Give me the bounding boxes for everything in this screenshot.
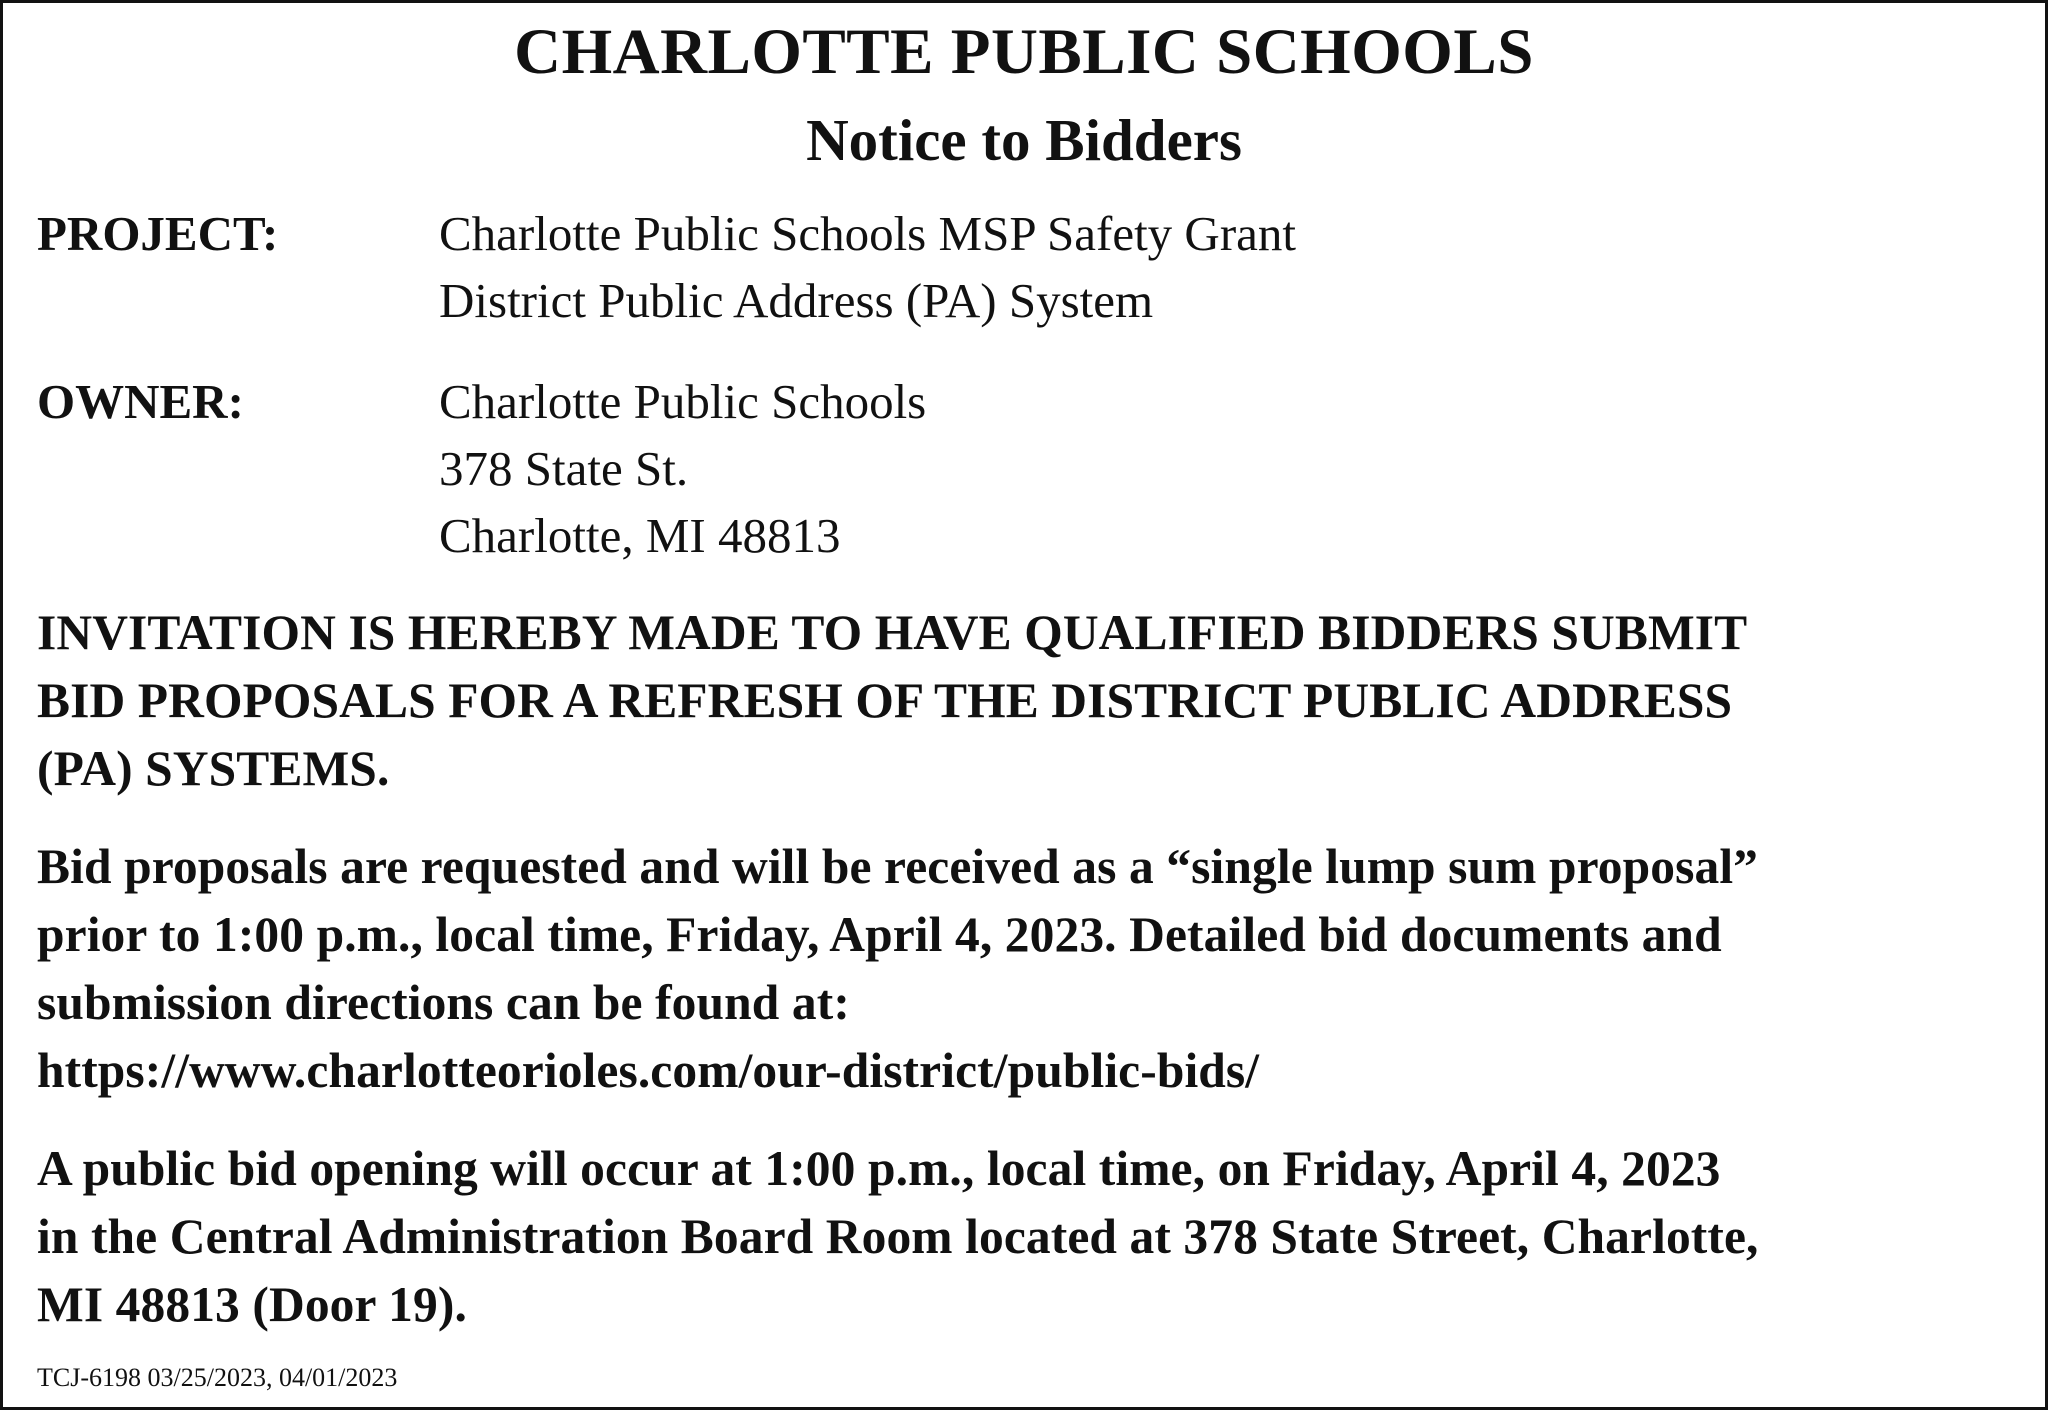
project-line: District Public Address (PA) System: [439, 273, 1154, 328]
owner-field: [37, 368, 2011, 569]
owner-label: OWNER:: [37, 374, 244, 429]
paragraph-line: A public bid opening will occur at 1:00 p.m., local time, on Friday, April 4, 2023: [37, 1141, 1721, 1196]
owner-name: Charlotte Public Schools: [439, 374, 927, 429]
owner-city: Charlotte, MI 48813: [439, 508, 841, 563]
notice-header: [37, 16, 2011, 173]
paragraph-line: prior to 1:00 p.m., local time, Friday, April 4, 2023. Detailed bid documents and: [37, 907, 1722, 962]
notice-title: CHARLOTTE PUBLIC SCHOOLS: [514, 16, 1534, 88]
opening-paragraph: [37, 1135, 2011, 1339]
paragraph-line: in the Central Administration Board Room located at 378 State Street, Charlotte,: [37, 1209, 1759, 1264]
owner-street: 378 State St.: [439, 441, 689, 496]
notice-subtitle: Notice to Bidders: [806, 107, 1242, 173]
project-field: [37, 200, 2011, 334]
project-label: PROJECT:: [37, 206, 279, 261]
paragraph-line: (PA) SYSTEMS.: [37, 741, 390, 796]
proposals-paragraph: [37, 833, 2011, 1105]
bid-documents-url: https://www.charlotteorioles.com/our-district/public-bids/: [37, 1043, 1260, 1098]
owner-values: [439, 368, 2011, 569]
paragraph-line: Bid proposals are requested and will be received as a “single lump sum proposal”: [37, 839, 1759, 894]
publication-reference: TCJ-6198 03/25/2023, 04/01/2023: [37, 1363, 398, 1392]
project-values: [439, 200, 2011, 334]
paragraph-line: INVITATION IS HEREBY MADE TO HAVE QUALIFIED BIDDERS SUBMIT: [37, 605, 1748, 660]
paragraph-line: BID PROPOSALS FOR A REFRESH OF THE DISTRICT PUBLIC ADDRESS: [37, 673, 1733, 728]
paragraph-line: submission directions can be found at:: [37, 975, 850, 1030]
invitation-paragraph: [37, 599, 2011, 803]
project-line: Charlotte Public Schools MSP Safety Grant: [439, 206, 1296, 261]
paragraph-line: MI 48813 (Door 19).: [37, 1277, 467, 1332]
